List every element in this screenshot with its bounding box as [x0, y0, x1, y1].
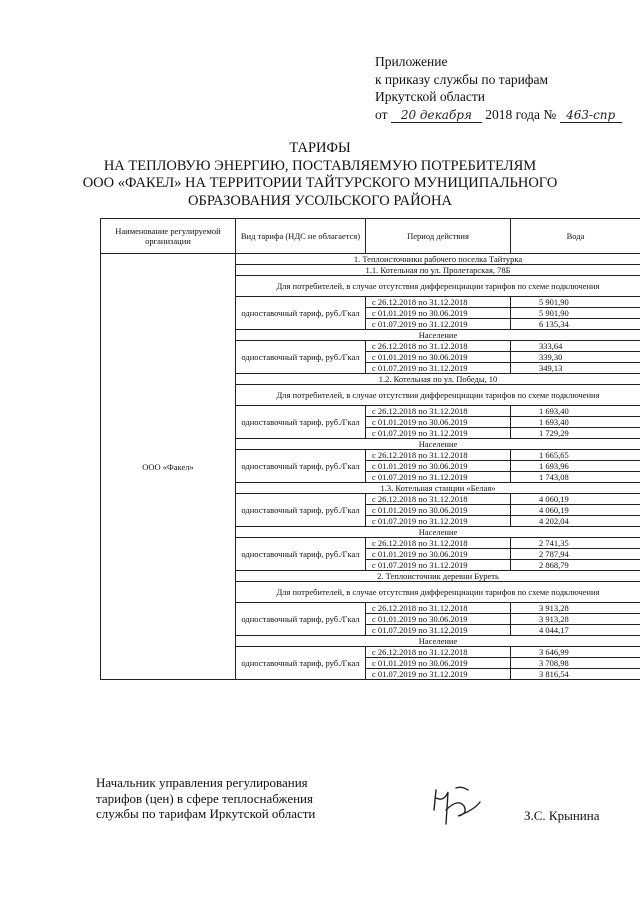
header-type: Вид тарифа (НДС не облагается) — [236, 219, 366, 254]
handwritten-signature — [428, 784, 488, 832]
population-heading: Население — [236, 636, 640, 647]
boiler-heading: 1.1. Котельная по ул. Пролетарская, 78Б — [236, 265, 640, 276]
appendix-line-2: к приказу службы по тарифам — [375, 71, 549, 87]
header-water: Вода — [511, 219, 640, 254]
tariff-type-cell: одноставочный тариф, руб./Гкал — [236, 647, 366, 680]
value-cell: 1 729,29 — [511, 428, 640, 439]
title-line-2: НА ТЕПЛОВУЮ ЭНЕРГИЮ, ПОСТАВЛЯЕМУЮ ПОТРЕБИТЕЛЯМ — [103, 157, 537, 174]
period-cell: с 26.12.2018 по 31.12.2018 — [366, 603, 511, 614]
consumers-heading: Для потребителей, в случае отсутствия дифференциации тарифов по схеме подключения — [236, 582, 640, 603]
tariff-type-cell: одноставочный тариф, руб./Гкал — [236, 297, 366, 330]
value-cell: 339,30 — [511, 352, 640, 363]
period-cell: с 26.12.2018 по 31.12.2018 — [366, 297, 511, 308]
population-heading: Население — [236, 439, 640, 450]
value-cell: 3 816,54 — [511, 669, 640, 680]
appendix-line-1: Приложение — [375, 54, 448, 69]
period-cell: с 01.01.2019 по 30.06.2019 — [366, 308, 511, 319]
period-cell: с 01.01.2019 по 30.06.2019 — [366, 461, 511, 472]
value-cell: 4 060,19 — [511, 505, 640, 516]
value-cell: 3 913,28 — [511, 603, 640, 614]
table-row — [101, 254, 640, 265]
value-cell: 333,64 — [511, 341, 640, 352]
value-cell: 3 708,98 — [511, 658, 640, 669]
period-cell: с 26.12.2018 по 31.12.2018 — [366, 538, 511, 549]
tariff-type-cell: одноставочный тариф, руб./Гкал — [236, 406, 366, 439]
document-title — [0, 140, 640, 210]
consumers-heading: Для потребителей, в случае отсутствия дифференциации тарифов по схеме подключения — [236, 276, 640, 297]
tariff-type-cell: одноставочный тариф, руб./Гкал — [236, 494, 366, 527]
header-period: Период действия — [366, 219, 511, 254]
value-cell: 5 901,90 — [511, 297, 640, 308]
period-cell: с 01.01.2019 по 30.06.2019 — [366, 614, 511, 625]
period-cell: с 01.07.2019 по 31.12.2019 — [366, 472, 511, 483]
handwritten-date: 20 декабря — [391, 109, 482, 123]
value-cell: 5 901,90 — [511, 308, 640, 319]
period-cell: с 01.07.2019 по 31.12.2019 — [366, 319, 511, 330]
tariff-type-cell: одноставочный тариф, руб./Гкал — [236, 450, 366, 483]
handwritten-order-number: 463-спр — [560, 109, 622, 123]
period-cell: с 26.12.2018 по 31.12.2018 — [366, 406, 511, 417]
value-cell: 2 787,94 — [511, 549, 640, 560]
period-cell: с 01.07.2019 по 31.12.2019 — [366, 625, 511, 636]
consumers-heading: Для потребителей, в случае отсутствия дифференциации тарифов по схеме подключения — [236, 385, 640, 406]
value-cell: 2 868,79 — [511, 560, 640, 571]
value-cell: 1 693,40 — [511, 406, 640, 417]
date-prefix: от — [375, 106, 388, 122]
appendix-line-3: Иркутской области — [375, 89, 486, 104]
value-cell: 1 743,08 — [511, 472, 640, 483]
value-cell: 2 741,35 — [511, 538, 640, 549]
title-line-3: ООО «ФАКЕЛ» НА ТЕРРИТОРИИ ТАЙТУРСКОГО МУНИЦИПАЛЬНОГО — [82, 175, 558, 191]
signatory-line-3: службы по тарифам Иркутской области — [96, 806, 316, 821]
value-cell: 1 693,96 — [511, 461, 640, 472]
period-cell: с 26.12.2018 по 31.12.2018 — [366, 647, 511, 658]
signatory-title — [96, 775, 315, 822]
header-org: Наименование регулируемой организации — [101, 219, 236, 254]
period-cell: с 01.01.2019 по 30.06.2019 — [366, 352, 511, 363]
period-cell: с 01.07.2019 по 31.12.2019 — [366, 428, 511, 439]
title-line-1: ТАРИФЫ — [289, 140, 351, 156]
tariff-type-cell: одноставочный тариф, руб./Гкал — [236, 341, 366, 374]
appendix-line-4 — [375, 106, 622, 124]
table-header-row — [101, 219, 640, 254]
section-heading: 1. Теплоисточники рабочего поселка Тайтурка — [236, 254, 640, 265]
period-cell: с 26.12.2018 по 31.12.2018 — [366, 450, 511, 461]
population-heading: Население — [236, 527, 640, 538]
boiler-heading: 1.3. Котельная станции «Белая» — [236, 483, 640, 494]
value-cell: 1 665,65 — [511, 450, 640, 461]
population-heading: Население — [236, 330, 640, 341]
period-cell: с 26.12.2018 по 31.12.2018 — [366, 494, 511, 505]
value-cell: 4 060,19 — [511, 494, 640, 505]
value-cell: 4 202,04 — [511, 516, 640, 527]
period-cell: с 01.01.2019 по 30.06.2019 — [366, 417, 511, 428]
value-cell: 3 913,28 — [511, 614, 640, 625]
period-cell: с 01.07.2019 по 31.12.2019 — [366, 363, 511, 374]
value-cell: 349,13 — [511, 363, 640, 374]
period-cell: с 01.01.2019 по 30.06.2019 — [366, 505, 511, 516]
boiler-heading: 1.2. Котельная по ул. Победы, 10 — [236, 374, 640, 385]
value-cell: 3 646,99 — [511, 647, 640, 658]
tariff-type-cell: одноставочный тариф, руб./Гкал — [236, 538, 366, 571]
section-heading: 2. Теплоисточник деревни Буреть — [236, 571, 640, 582]
period-cell: с 01.07.2019 по 31.12.2019 — [366, 560, 511, 571]
signatory-line-2: тарифов (цен) в сфере теплоснабжения — [96, 790, 313, 806]
org-name-cell: ООО «Факел» — [101, 254, 236, 680]
tariff-type-cell: одноставочный тариф, руб./Гкал — [236, 603, 366, 636]
period-cell: с 26.12.2018 по 31.12.2018 — [366, 341, 511, 352]
period-cell: с 01.01.2019 по 30.06.2019 — [366, 549, 511, 560]
appendix-block — [375, 53, 622, 123]
signatory-name: З.С. Крынина — [524, 808, 600, 823]
period-cell: с 01.07.2019 по 31.12.2019 — [366, 669, 511, 680]
value-cell: 4 044,17 — [511, 625, 640, 636]
period-cell: с 01.01.2019 по 30.06.2019 — [366, 658, 511, 669]
year-text: 2018 года № — [485, 106, 557, 122]
tariff-table — [100, 218, 640, 680]
title-line-4: ОБРАЗОВАНИЯ УСОЛЬСКОГО РАЙОНА — [188, 192, 452, 209]
signatory-line-1: Начальник управления регулирования — [96, 775, 308, 790]
value-cell: 6 135,34 — [511, 319, 640, 330]
value-cell: 1 693,40 — [511, 417, 640, 428]
period-cell: с 01.07.2019 по 31.12.2019 — [366, 516, 511, 527]
